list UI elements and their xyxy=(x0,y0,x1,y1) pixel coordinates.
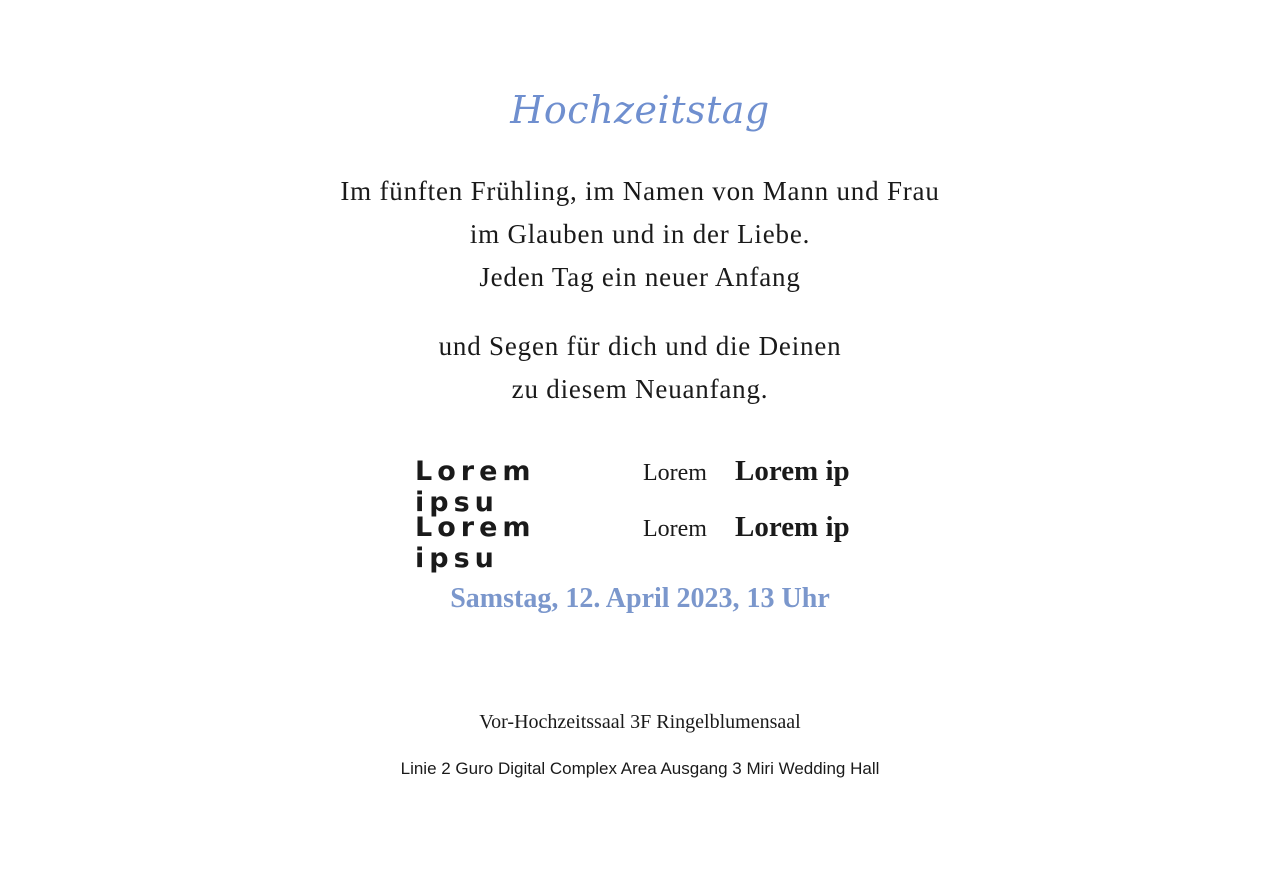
couple-name: Lorem ip xyxy=(735,455,850,487)
verse-line: und Segen für dich und die Deinen xyxy=(438,331,842,361)
parents-row-groom xyxy=(0,455,1280,518)
verse-line: Jeden Tag ein neuer Anfang xyxy=(479,262,801,292)
verse-block-1 xyxy=(0,170,1280,299)
invitation-title: Hochzeitstag xyxy=(510,88,770,132)
event-date: Samstag, 12. April 2023, 13 Uhr xyxy=(450,583,830,614)
relation-label: Lorem xyxy=(643,460,707,486)
parents-row-bride xyxy=(0,511,1280,574)
relation-label: Lorem xyxy=(643,516,707,542)
verse-line: im Glauben und in der Liebe. xyxy=(469,219,811,249)
parent-names: Lorem ipsu xyxy=(415,512,536,574)
parent-names: Lorem ipsu xyxy=(415,456,536,518)
venue-name: Vor-Hochzeitssaal 3F Ringelblumensaal xyxy=(479,711,801,733)
couple-name: Lorem ip xyxy=(735,511,850,543)
verse-line: zu diesem Neuanfang. xyxy=(511,374,769,404)
verse-line: Im fünften Frühling, im Namen von Mann und Frau xyxy=(340,176,940,206)
verse-block-2 xyxy=(0,325,1280,411)
venue-address: Linie 2 Guro Digital Complex Area Ausgang 3 Miri Wedding Hall xyxy=(400,759,880,778)
